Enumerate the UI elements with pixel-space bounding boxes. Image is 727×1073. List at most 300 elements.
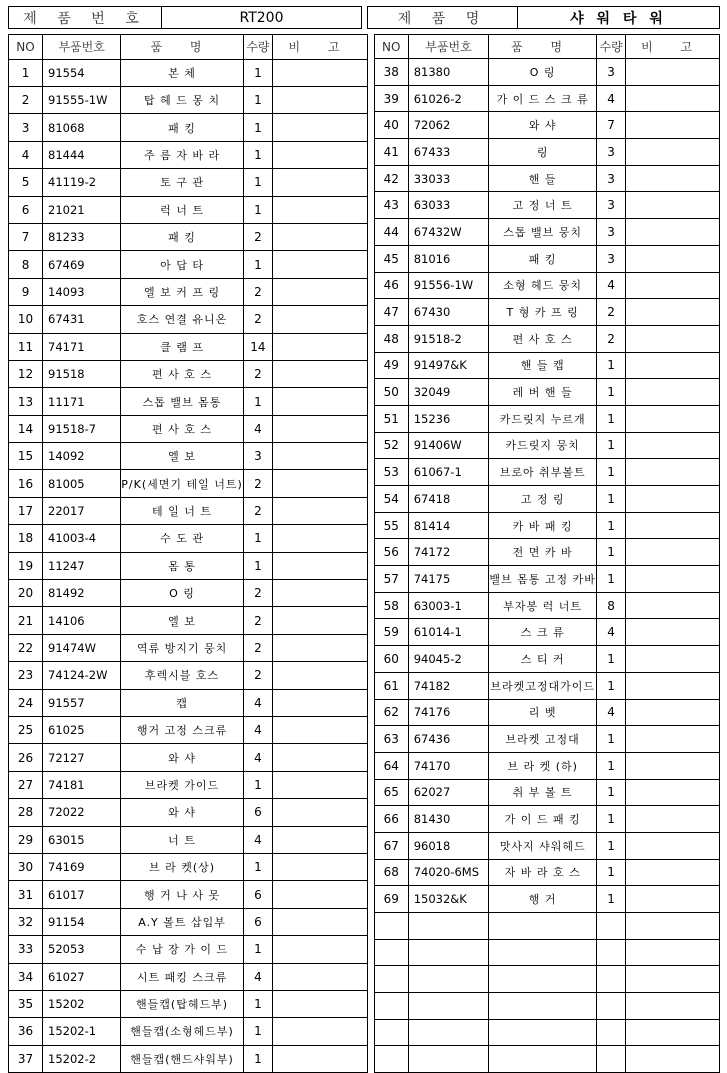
empty-cell [626, 939, 720, 966]
row-qty: 1 [596, 432, 625, 459]
row-part-name: 패 킹 [489, 245, 597, 272]
row-note [273, 470, 368, 497]
row-part-code: 74172 [408, 539, 489, 566]
empty-cell [596, 1046, 625, 1073]
row-note [273, 580, 368, 607]
row-note [626, 592, 720, 619]
row-part-code: 11171 [43, 388, 121, 415]
empty-cell [374, 913, 408, 940]
row-part-name: 링 [489, 139, 597, 166]
row-note [626, 352, 720, 379]
row-no: 40 [374, 112, 408, 139]
row-part-code: 74170 [408, 752, 489, 779]
row-no: 22 [9, 634, 43, 661]
col-no-header: NO [9, 35, 43, 60]
row-no: 21 [9, 607, 43, 634]
row-part-name: 호스 연결 유니온 [121, 306, 244, 333]
row-no: 45 [374, 245, 408, 272]
row-note [273, 306, 368, 333]
table-row [374, 752, 719, 779]
row-note [626, 619, 720, 646]
row-note [626, 405, 720, 432]
row-part-code: 91497&K [408, 352, 489, 379]
row-qty: 2 [596, 299, 625, 326]
row-no: 8 [9, 251, 43, 278]
part-no-label: 제 품 번 호 [8, 6, 161, 29]
table-header-row [9, 35, 368, 60]
table-row [374, 192, 719, 219]
empty-cell [489, 939, 597, 966]
row-no: 4 [9, 141, 43, 168]
row-note [273, 525, 368, 552]
empty-cell [408, 913, 489, 940]
table-row [9, 580, 368, 607]
row-part-code: 67469 [43, 251, 121, 278]
row-qty: 1 [596, 459, 625, 486]
row-note [273, 497, 368, 524]
table-row [374, 112, 719, 139]
row-part-name: 패 킹 [121, 114, 244, 141]
row-note [273, 552, 368, 579]
row-no: 47 [374, 299, 408, 326]
row-note [273, 196, 368, 223]
empty-cell [489, 913, 597, 940]
table-row [9, 881, 368, 908]
row-part-name: 와 샤 [489, 112, 597, 139]
table-row [9, 251, 368, 278]
table-row [9, 936, 368, 963]
row-qty: 1 [596, 832, 625, 859]
row-note [626, 646, 720, 673]
row-no: 37 [9, 1045, 43, 1072]
row-qty: 1 [596, 672, 625, 699]
row-qty: 1 [243, 141, 272, 168]
col-code-header: 부품번호 [43, 35, 121, 60]
row-no: 54 [374, 486, 408, 513]
row-no: 29 [9, 826, 43, 853]
empty-cell [408, 966, 489, 993]
empty-cell [374, 939, 408, 966]
row-note [626, 299, 720, 326]
row-part-code: 41003-4 [43, 525, 121, 552]
row-part-name: 와 샤 [121, 799, 244, 826]
row-part-code: 61014-1 [408, 619, 489, 646]
row-note [273, 744, 368, 771]
empty-cell [374, 1046, 408, 1073]
row-no: 5 [9, 169, 43, 196]
row-part-code: 22017 [43, 497, 121, 524]
table-row [9, 114, 368, 141]
row-part-name: 엘 보 [121, 607, 244, 634]
row-part-name: 브라켓 가이드 [121, 771, 244, 798]
row-part-code: 74182 [408, 672, 489, 699]
row-note [273, 689, 368, 716]
row-no: 27 [9, 771, 43, 798]
row-part-code: 91557 [43, 689, 121, 716]
table-row [9, 826, 368, 853]
col-qty-header: 수량 [596, 35, 625, 59]
row-qty: 1 [243, 388, 272, 415]
table-row [374, 539, 719, 566]
row-part-name: 아 답 타 [121, 251, 244, 278]
row-no: 1 [9, 59, 43, 86]
row-part-name: 카드릿지 뭉치 [489, 432, 597, 459]
row-part-code: 91406W [408, 432, 489, 459]
table-row [9, 196, 368, 223]
table-row [9, 662, 368, 689]
row-qty: 1 [243, 114, 272, 141]
row-part-name: 패 킹 [121, 223, 244, 250]
row-part-name: 고 정 너 트 [489, 192, 597, 219]
row-part-name: 행 거 [489, 886, 597, 913]
table-row [9, 771, 368, 798]
empty-cell [489, 1046, 597, 1073]
row-qty: 6 [243, 908, 272, 935]
row-qty: 3 [596, 139, 625, 166]
row-part-code: 91154 [43, 908, 121, 935]
row-note [273, 881, 368, 908]
row-note [273, 1045, 368, 1072]
row-qty: 3 [596, 192, 625, 219]
row-no: 57 [374, 566, 408, 593]
row-qty: 1 [596, 486, 625, 513]
row-note [626, 672, 720, 699]
row-part-code: 72022 [43, 799, 121, 826]
row-no: 14 [9, 415, 43, 442]
row-note [273, 360, 368, 387]
table-row [374, 299, 719, 326]
table-row [9, 141, 368, 168]
row-no: 19 [9, 552, 43, 579]
row-no: 52 [374, 432, 408, 459]
row-part-code: 52053 [43, 936, 121, 963]
row-note [273, 771, 368, 798]
row-part-name: 스 티 커 [489, 646, 597, 673]
row-no: 39 [374, 85, 408, 112]
row-part-code: 15032&K [408, 886, 489, 913]
table-row [9, 169, 368, 196]
table-row [9, 990, 368, 1017]
table-row [9, 360, 368, 387]
row-no: 53 [374, 459, 408, 486]
row-part-code: 96018 [408, 832, 489, 859]
row-no: 6 [9, 196, 43, 223]
row-qty: 1 [243, 771, 272, 798]
row-part-name: 취 부 볼 트 [489, 779, 597, 806]
row-qty: 2 [243, 278, 272, 305]
row-note [273, 443, 368, 470]
row-part-name: 핸들캡(소형헤드부) [121, 1018, 244, 1045]
row-part-code: 74169 [43, 853, 121, 880]
row-qty: 4 [243, 963, 272, 990]
row-part-name: 스톱 밸브 뭉치 [489, 219, 597, 246]
row-note [273, 59, 368, 86]
row-qty: 1 [596, 779, 625, 806]
table-row [374, 859, 719, 886]
table-row [374, 806, 719, 833]
table-row [374, 432, 719, 459]
row-no: 13 [9, 388, 43, 415]
row-part-code: 81492 [43, 580, 121, 607]
row-qty: 1 [243, 552, 272, 579]
empty-cell [596, 939, 625, 966]
row-note [273, 114, 368, 141]
row-no: 59 [374, 619, 408, 646]
row-note [626, 699, 720, 726]
row-part-code: 63033 [408, 192, 489, 219]
row-no: 44 [374, 219, 408, 246]
row-qty: 2 [596, 325, 625, 352]
row-qty: 1 [596, 806, 625, 833]
header-row [8, 6, 720, 29]
table-row [9, 717, 368, 744]
row-part-name: 카드릿지 누르개 [489, 405, 597, 432]
table-row [9, 1018, 368, 1045]
row-no: 25 [9, 717, 43, 744]
row-qty: 1 [596, 405, 625, 432]
row-part-name: 몸 통 [121, 552, 244, 579]
row-note [626, 219, 720, 246]
row-part-code: 32049 [408, 379, 489, 406]
row-note [626, 379, 720, 406]
row-note [626, 85, 720, 112]
table-row [9, 689, 368, 716]
row-no: 38 [374, 59, 408, 86]
row-no: 69 [374, 886, 408, 913]
row-qty: 1 [243, 59, 272, 86]
row-note [273, 87, 368, 114]
row-part-code: 67418 [408, 486, 489, 513]
row-part-code: 91556-1W [408, 272, 489, 299]
row-no: 20 [9, 580, 43, 607]
row-qty: 6 [243, 881, 272, 908]
left-parts-table [8, 34, 368, 1073]
row-part-code: 74175 [408, 566, 489, 593]
row-note [273, 278, 368, 305]
row-no: 50 [374, 379, 408, 406]
table-row [374, 832, 719, 859]
col-note-header: 비 고 [626, 35, 720, 59]
row-note [626, 325, 720, 352]
table-row [374, 272, 719, 299]
row-no: 49 [374, 352, 408, 379]
row-note [626, 59, 720, 86]
row-note [626, 726, 720, 753]
part-no-value: RT200 [161, 6, 361, 29]
row-part-name: A.Y 볼트 삽입부 [121, 908, 244, 935]
col-code-header: 부품번호 [408, 35, 489, 59]
row-part-code: 81016 [408, 245, 489, 272]
row-qty: 1 [243, 196, 272, 223]
row-part-code: 74171 [43, 333, 121, 360]
table-row [9, 908, 368, 935]
row-part-name: 브 라 켓 (하) [489, 752, 597, 779]
row-note [273, 799, 368, 826]
row-part-name: 역류 방지기 뭉치 [121, 634, 244, 661]
row-no: 60 [374, 646, 408, 673]
table-row [374, 592, 719, 619]
row-part-code: 61017 [43, 881, 121, 908]
row-no: 15 [9, 443, 43, 470]
table-row [9, 525, 368, 552]
row-part-name: 스톱 밸브 몸통 [121, 388, 244, 415]
row-part-name: 편 사 호 스 [121, 415, 244, 442]
empty-row [374, 993, 719, 1020]
row-qty: 2 [243, 607, 272, 634]
row-part-code: 33033 [408, 165, 489, 192]
table-row [374, 245, 719, 272]
row-note [626, 165, 720, 192]
row-qty: 4 [596, 699, 625, 726]
row-no: 23 [9, 662, 43, 689]
row-qty: 2 [243, 497, 272, 524]
row-qty: 1 [596, 566, 625, 593]
row-part-name: 편 사 호 스 [489, 325, 597, 352]
row-qty: 2 [243, 360, 272, 387]
row-qty: 1 [596, 379, 625, 406]
row-part-name: 럭 너 트 [121, 196, 244, 223]
row-qty: 6 [243, 799, 272, 826]
row-note [626, 752, 720, 779]
row-qty: 4 [243, 826, 272, 853]
row-no: 34 [9, 963, 43, 990]
row-no: 62 [374, 699, 408, 726]
row-part-name: 전 면 카 바 [489, 539, 597, 566]
row-part-name: 스 크 류 [489, 619, 597, 646]
empty-cell [374, 966, 408, 993]
row-part-name: 핸들캡(탑헤드부) [121, 990, 244, 1017]
row-part-code: 67432W [408, 219, 489, 246]
row-part-name: 후렉시블 호스 [121, 662, 244, 689]
empty-cell [596, 1019, 625, 1046]
row-part-code: 61026-2 [408, 85, 489, 112]
row-qty: 1 [596, 539, 625, 566]
row-note [626, 806, 720, 833]
row-part-code: 67436 [408, 726, 489, 753]
row-part-name: 테 일 너 트 [121, 497, 244, 524]
empty-cell [626, 993, 720, 1020]
product-name-value: 샤 워 타 워 [517, 6, 720, 29]
row-part-code: 67431 [43, 306, 121, 333]
row-note [273, 223, 368, 250]
row-no: 68 [374, 859, 408, 886]
row-no: 18 [9, 525, 43, 552]
row-part-code: 61027 [43, 963, 121, 990]
table-row [9, 744, 368, 771]
row-no: 31 [9, 881, 43, 908]
row-qty: 1 [243, 87, 272, 114]
row-part-code: 81414 [408, 512, 489, 539]
row-part-name: O 링 [121, 580, 244, 607]
col-note-header: 비 고 [273, 35, 368, 60]
row-note [626, 459, 720, 486]
row-part-code: 91518 [43, 360, 121, 387]
row-qty: 1 [596, 646, 625, 673]
row-note [626, 272, 720, 299]
row-part-name: 카 바 패 킹 [489, 512, 597, 539]
row-qty: 1 [596, 752, 625, 779]
empty-cell [408, 939, 489, 966]
row-no: 41 [374, 139, 408, 166]
right-parts-table [374, 34, 720, 1073]
row-part-name: 핸 들 [489, 165, 597, 192]
row-qty: 1 [596, 859, 625, 886]
row-note [626, 886, 720, 913]
row-no: 7 [9, 223, 43, 250]
row-part-name: 시트 패킹 스크류 [121, 963, 244, 990]
row-no: 9 [9, 278, 43, 305]
row-no: 51 [374, 405, 408, 432]
table-row [9, 1045, 368, 1072]
row-note [626, 432, 720, 459]
row-part-code: 81444 [43, 141, 121, 168]
row-note [626, 245, 720, 272]
row-part-code: 74176 [408, 699, 489, 726]
row-qty: 1 [243, 936, 272, 963]
row-note [273, 853, 368, 880]
row-part-name: 브로아 취부볼트 [489, 459, 597, 486]
row-part-code: 15202-1 [43, 1018, 121, 1045]
row-qty: 1 [596, 726, 625, 753]
row-part-name: 자 바 라 호 스 [489, 859, 597, 886]
row-no: 66 [374, 806, 408, 833]
table-row [374, 325, 719, 352]
row-part-code: 15202-2 [43, 1045, 121, 1072]
row-qty: 1 [243, 1018, 272, 1045]
row-part-name: 리 벳 [489, 699, 597, 726]
row-qty: 4 [243, 744, 272, 771]
row-part-name: 고 정 링 [489, 486, 597, 513]
row-qty: 4 [243, 689, 272, 716]
row-qty: 1 [243, 525, 272, 552]
col-name-header: 품 명 [121, 35, 244, 60]
table-row [9, 634, 368, 661]
empty-cell [626, 1019, 720, 1046]
row-part-name: 맛사지 샤워헤드 [489, 832, 597, 859]
row-part-name: 부자봉 럭 너트 [489, 592, 597, 619]
row-part-name: 수 도 관 [121, 525, 244, 552]
row-part-name: 엘 보 커 프 링 [121, 278, 244, 305]
row-qty: 3 [596, 219, 625, 246]
table-header-row [374, 35, 719, 59]
row-qty: 4 [596, 85, 625, 112]
row-qty: 4 [243, 717, 272, 744]
row-part-name: 편 사 호 스 [121, 360, 244, 387]
row-part-code: 91518-7 [43, 415, 121, 442]
row-part-name: 너 트 [121, 826, 244, 853]
empty-cell [596, 993, 625, 1020]
row-part-name: 핸 들 캡 [489, 352, 597, 379]
table-row [9, 223, 368, 250]
row-part-code: 61025 [43, 717, 121, 744]
row-part-name: 브라켓 고정대 [489, 726, 597, 753]
row-part-name: 캡 [121, 689, 244, 716]
row-qty: 3 [596, 245, 625, 272]
row-note [626, 139, 720, 166]
col-qty-header: 수량 [243, 35, 272, 60]
row-part-code: 11247 [43, 552, 121, 579]
table-row [374, 619, 719, 646]
table-row [374, 886, 719, 913]
row-no: 17 [9, 497, 43, 524]
table-row [9, 443, 368, 470]
table-row [374, 566, 719, 593]
row-part-name: 와 샤 [121, 744, 244, 771]
row-part-code: 81068 [43, 114, 121, 141]
row-part-name: 밸브 몸통 고정 카바 [489, 566, 597, 593]
table-row [9, 607, 368, 634]
row-qty: 1 [243, 990, 272, 1017]
